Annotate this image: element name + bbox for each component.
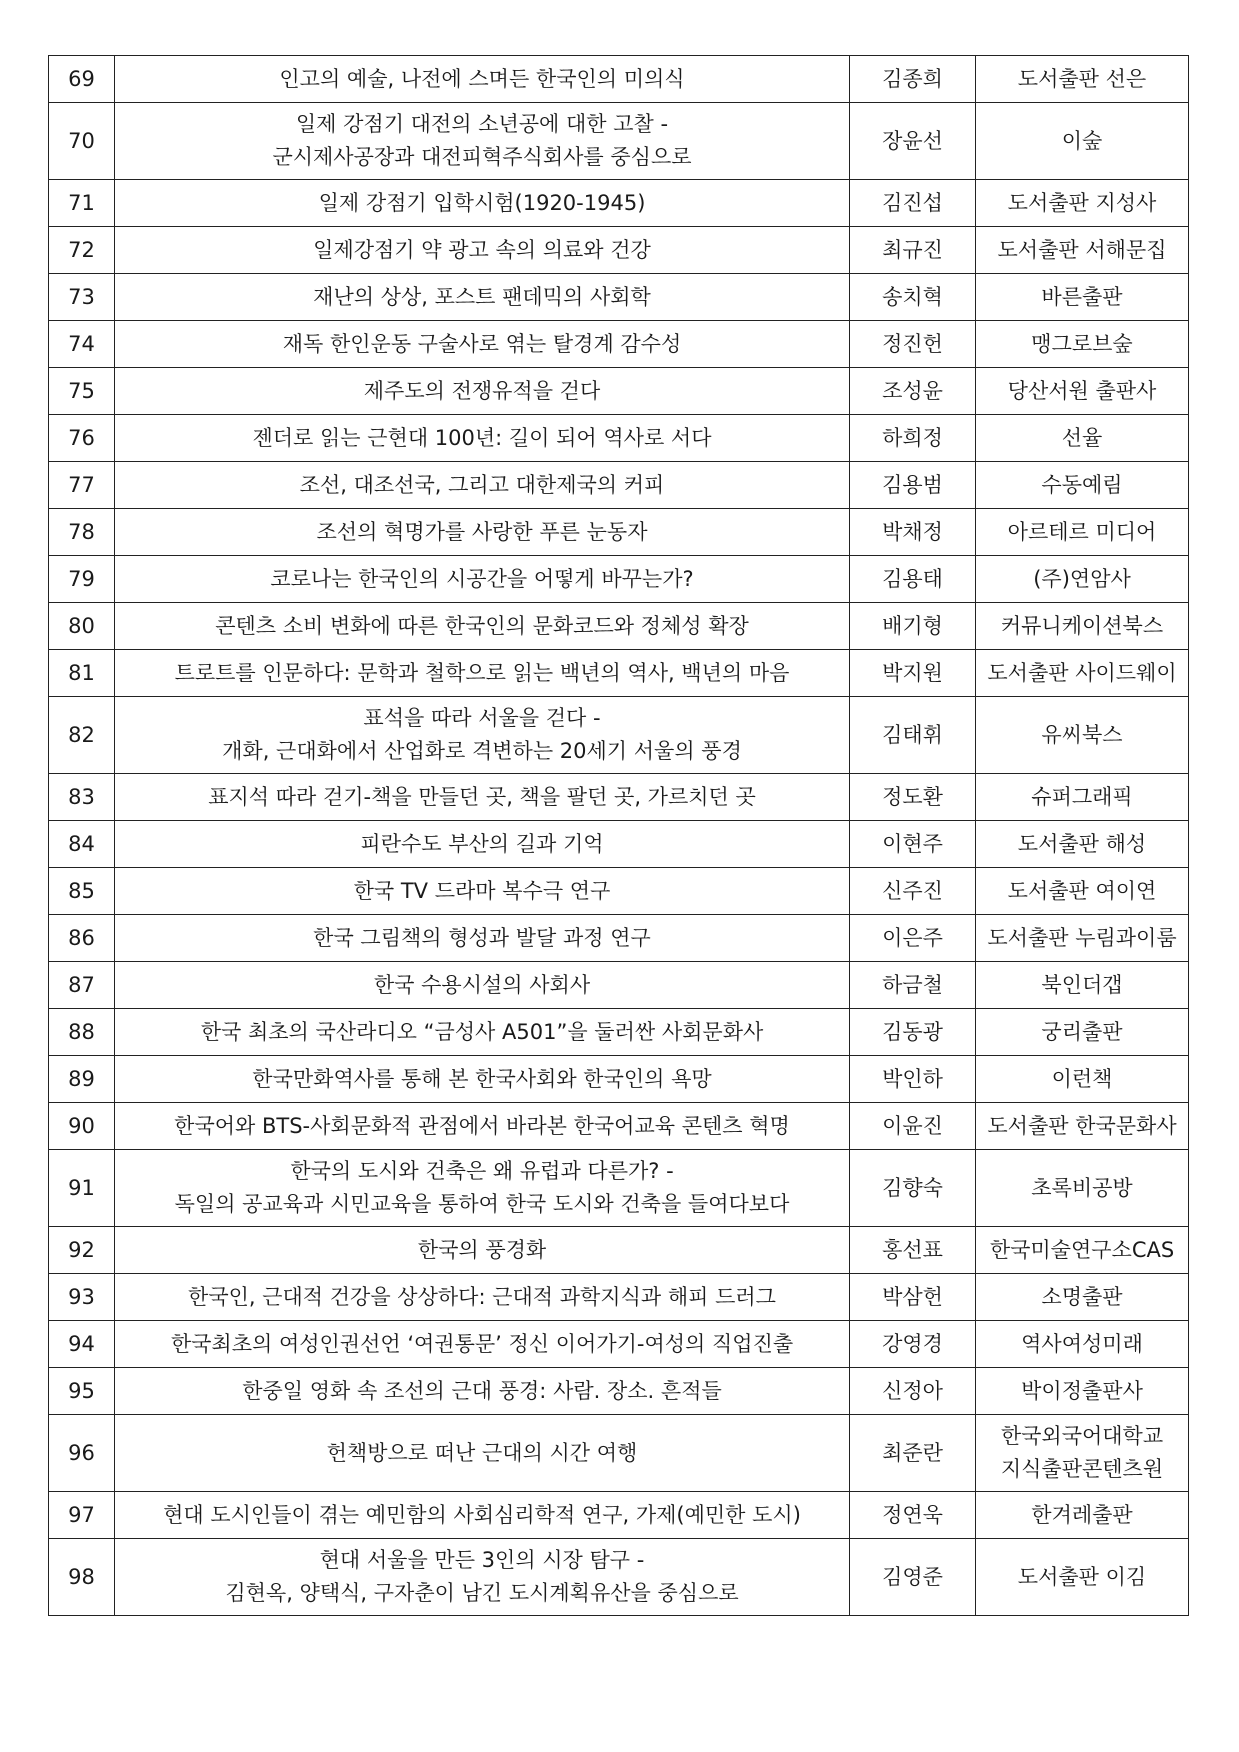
row-number: 91 <box>49 1150 115 1227</box>
book-title-line: 일제 강점기 입학시험(1920-1945) <box>318 190 646 215</box>
book-title-line: 표지석 따라 걷기-책을 만들던 곳, 책을 팔던 곳, 가르치던 곳 <box>208 784 756 809</box>
book-title-cell <box>115 821 850 868</box>
row-number: 78 <box>49 509 115 556</box>
book-title-line: 한국 그림책의 형성과 발달 과정 연구 <box>313 925 651 950</box>
table-row <box>49 774 1189 821</box>
publisher-line: 지식출판콘텐츠원 <box>1000 1457 1164 1481</box>
author-cell: 정도환 <box>850 774 976 821</box>
row-number: 81 <box>49 650 115 697</box>
author-cell: 최준란 <box>850 1415 976 1492</box>
book-title-line: 개화, 근대화에서 산업화로 격변하는 20세기 서울의 풍경 <box>222 739 742 763</box>
row-number: 85 <box>49 868 115 915</box>
publisher-cell <box>976 1274 1189 1321</box>
row-number: 74 <box>49 321 115 368</box>
author-cell: 정진헌 <box>850 321 976 368</box>
publisher-line: 수동예림 <box>1041 472 1123 497</box>
book-title-cell <box>115 915 850 962</box>
book-title-line: 독일의 공교육과 시민교육을 통하여 한국 도시와 건축을 들여다보다 <box>174 1192 790 1216</box>
table-row <box>49 1056 1189 1103</box>
author-cell: 박지원 <box>850 650 976 697</box>
book-title-line: 피란수도 부산의 길과 기억 <box>360 831 604 856</box>
table-row <box>49 962 1189 1009</box>
author-cell: 강영경 <box>850 1321 976 1368</box>
row-number: 86 <box>49 915 115 962</box>
publisher-line: 한국외국어대학교 <box>1000 1424 1164 1448</box>
publisher-line: 유씨북스 <box>1041 722 1123 747</box>
publisher-cell <box>976 103 1189 180</box>
publisher-line: 궁리출판 <box>1041 1019 1123 1044</box>
table-row <box>49 1321 1189 1368</box>
book-title-cell <box>115 650 850 697</box>
publisher-line: 아르테르 미디어 <box>1007 519 1157 544</box>
publisher-cell <box>976 56 1189 103</box>
book-title-cell <box>115 1227 850 1274</box>
publisher-line: 도서출판 이김 <box>1017 1564 1147 1589</box>
row-number: 92 <box>49 1227 115 1274</box>
book-title-line: 군시제사공장과 대전피혁주식회사를 중심으로 <box>272 145 692 169</box>
book-title-line: 코로나는 한국인의 시공간을 어떻게 바꾸는가? <box>270 566 694 591</box>
publisher-cell <box>976 509 1189 556</box>
book-title-line: 한국의 풍경화 <box>417 1237 547 1262</box>
publisher-cell <box>976 368 1189 415</box>
publisher-line: 한국미술연구소CAS <box>989 1237 1175 1262</box>
publisher-cell <box>976 462 1189 509</box>
book-title-cell <box>115 1009 850 1056</box>
book-title-line: 한국 수용시설의 사회사 <box>373 972 591 997</box>
publisher-line: 역사여성미래 <box>1021 1331 1143 1356</box>
table-row <box>49 180 1189 227</box>
row-number: 79 <box>49 556 115 603</box>
row-number: 88 <box>49 1009 115 1056</box>
table-row <box>49 1227 1189 1274</box>
book-title-line: 조선, 대조선국, 그리고 대한제국의 커피 <box>299 472 665 497</box>
publisher-cell <box>976 1150 1189 1227</box>
book-title-line: 일제강점기 약 광고 속의 의료와 건강 <box>313 237 651 262</box>
row-number: 72 <box>49 227 115 274</box>
author-cell: 배기형 <box>850 603 976 650</box>
table-row <box>49 1368 1189 1415</box>
row-number: 73 <box>49 274 115 321</box>
row-number: 89 <box>49 1056 115 1103</box>
publisher-cell <box>976 650 1189 697</box>
book-title-cell <box>115 227 850 274</box>
author-cell: 최규진 <box>850 227 976 274</box>
publisher-cell <box>976 415 1189 462</box>
publisher-line: 커뮤니케이션북스 <box>1000 613 1164 638</box>
book-title-line: 김현옥, 양택식, 구자춘이 남긴 도시계획유산을 중심으로 <box>225 1581 739 1605</box>
author-cell: 김향숙 <box>850 1150 976 1227</box>
publisher-line: 도서출판 해성 <box>1017 831 1147 856</box>
book-title-cell <box>115 556 850 603</box>
author-cell: 김진섭 <box>850 180 976 227</box>
book-title-cell <box>115 774 850 821</box>
author-cell: 이현주 <box>850 821 976 868</box>
publisher-cell <box>976 1492 1189 1539</box>
row-number: 96 <box>49 1415 115 1492</box>
book-title-cell <box>115 462 850 509</box>
publisher-line: 북인더갭 <box>1041 972 1123 997</box>
book-title-cell <box>115 1150 850 1227</box>
row-number: 97 <box>49 1492 115 1539</box>
row-number: 87 <box>49 962 115 1009</box>
author-cell: 정연욱 <box>850 1492 976 1539</box>
publisher-cell <box>976 180 1189 227</box>
book-title-line: 한국최초의 여성인권선언 ‘여권통문’ 정신 이어가기-여성의 직업진출 <box>170 1331 794 1356</box>
book-title-cell <box>115 1368 850 1415</box>
table-row <box>49 509 1189 556</box>
publisher-line: 도서출판 여이연 <box>1007 878 1157 903</box>
book-title-line: 헌책방으로 떠난 근대의 시간 여행 <box>326 1440 638 1465</box>
publisher-line: 초록비공방 <box>1031 1175 1133 1200</box>
book-list-table <box>48 55 1189 1616</box>
table-row <box>49 274 1189 321</box>
publisher-line: 이숲 <box>1061 128 1103 153</box>
row-number: 94 <box>49 1321 115 1368</box>
author-cell: 김동광 <box>850 1009 976 1056</box>
table-row <box>49 1492 1189 1539</box>
table-row <box>49 415 1189 462</box>
publisher-line: 슈퍼그래픽 <box>1031 784 1133 809</box>
table-row <box>49 603 1189 650</box>
publisher-line: 도서출판 한국문화사 <box>987 1113 1177 1138</box>
publisher-cell <box>976 321 1189 368</box>
author-cell: 김용태 <box>850 556 976 603</box>
book-title-cell <box>115 1539 850 1616</box>
publisher-cell <box>976 1321 1189 1368</box>
author-cell: 김용범 <box>850 462 976 509</box>
author-cell: 하희정 <box>850 415 976 462</box>
table-row <box>49 56 1189 103</box>
publisher-line: 박이정출판사 <box>1021 1378 1143 1403</box>
book-title-cell <box>115 509 850 556</box>
publisher-line: 이런책 <box>1051 1066 1113 1091</box>
publisher-cell <box>976 1368 1189 1415</box>
table-row <box>49 915 1189 962</box>
author-cell: 송치혁 <box>850 274 976 321</box>
table-row <box>49 1415 1189 1492</box>
author-cell: 김태휘 <box>850 697 976 774</box>
publisher-cell <box>976 603 1189 650</box>
publisher-cell <box>976 227 1189 274</box>
author-cell: 신주진 <box>850 868 976 915</box>
publisher-line: 바른출판 <box>1041 284 1123 309</box>
publisher-line: 선율 <box>1061 425 1103 450</box>
table-row <box>49 103 1189 180</box>
book-title-line: 한중일 영화 속 조선의 근대 풍경: 사람. 장소. 흔적들 <box>242 1378 722 1403</box>
table-row <box>49 368 1189 415</box>
author-cell: 이윤진 <box>850 1103 976 1150</box>
publisher-cell <box>976 556 1189 603</box>
row-number: 83 <box>49 774 115 821</box>
author-cell: 박채정 <box>850 509 976 556</box>
publisher-cell <box>976 868 1189 915</box>
book-title-line: 한국 TV 드라마 복수극 연구 <box>353 878 611 903</box>
book-title-cell <box>115 274 850 321</box>
publisher-line: 한겨레출판 <box>1031 1502 1133 1527</box>
book-title-cell <box>115 180 850 227</box>
book-title-cell <box>115 103 850 180</box>
book-title-line: 트로트를 인문하다: 문학과 철학으로 읽는 백년의 역사, 백년의 마음 <box>174 660 790 685</box>
table-row <box>49 1103 1189 1150</box>
book-title-line: 재독 한인운동 구술사로 엮는 탈경계 감수성 <box>282 331 682 356</box>
publisher-line: 도서출판 사이드웨이 <box>987 660 1177 685</box>
publisher-cell <box>976 1415 1189 1492</box>
book-title-cell <box>115 368 850 415</box>
book-title-line: 재난의 상상, 포스트 팬데믹의 사회학 <box>313 284 651 309</box>
publisher-line: 도서출판 지성사 <box>1007 190 1157 215</box>
row-number: 95 <box>49 1368 115 1415</box>
author-cell: 신정아 <box>850 1368 976 1415</box>
author-cell: 박인하 <box>850 1056 976 1103</box>
publisher-cell <box>976 962 1189 1009</box>
book-title-line: 현대 도시인들이 겪는 예민함의 사회심리학적 연구, 가제(예민한 도시) <box>163 1502 801 1527</box>
publisher-cell <box>976 915 1189 962</box>
book-title-cell <box>115 415 850 462</box>
book-title-cell <box>115 56 850 103</box>
book-title-line: 한국 최초의 국산라디오 “금성사 A501”을 둘러싼 사회문화사 <box>200 1019 764 1044</box>
publisher-cell <box>976 274 1189 321</box>
book-title-line: 현대 서울을 만든 3인의 시장 탐구 - <box>319 1548 645 1572</box>
author-cell: 김영준 <box>850 1539 976 1616</box>
row-number: 80 <box>49 603 115 650</box>
row-number: 75 <box>49 368 115 415</box>
table-row <box>49 1539 1189 1616</box>
publisher-line: 맹그로브숲 <box>1031 331 1133 356</box>
row-number: 93 <box>49 1274 115 1321</box>
publisher-cell <box>976 1056 1189 1103</box>
publisher-line: 도서출판 누림과이룸 <box>987 925 1177 950</box>
publisher-line: 도서출판 서해문집 <box>997 237 1167 262</box>
book-title-line: 표석을 따라 서울을 걷다 - <box>363 706 601 730</box>
row-number: 69 <box>49 56 115 103</box>
table-row <box>49 227 1189 274</box>
book-title-line: 한국의 도시와 건축은 왜 유럽과 다른가? - <box>290 1159 674 1183</box>
row-number: 77 <box>49 462 115 509</box>
book-title-line: 인고의 예술, 나전에 스며든 한국인의 미의식 <box>279 66 685 91</box>
book-title-cell <box>115 603 850 650</box>
publisher-line: 당산서원 출판사 <box>1007 378 1157 403</box>
row-number: 98 <box>49 1539 115 1616</box>
publisher-cell <box>976 1227 1189 1274</box>
book-title-cell <box>115 697 850 774</box>
book-title-line: 한국만화역사를 통해 본 한국사회와 한국인의 욕망 <box>252 1066 712 1091</box>
book-list-body <box>49 56 1189 1616</box>
book-title-cell <box>115 1103 850 1150</box>
publisher-cell <box>976 821 1189 868</box>
row-number: 90 <box>49 1103 115 1150</box>
publisher-cell <box>976 1009 1189 1056</box>
table-row <box>49 868 1189 915</box>
row-number: 71 <box>49 180 115 227</box>
book-title-cell <box>115 1321 850 1368</box>
author-cell: 장윤선 <box>850 103 976 180</box>
author-cell: 이은주 <box>850 915 976 962</box>
book-title-cell <box>115 1056 850 1103</box>
book-title-line: 조선의 혁명가를 사랑한 푸른 눈동자 <box>316 519 648 544</box>
book-title-line: 콘텐츠 소비 변화에 따른 한국인의 문화코드와 정체성 확장 <box>215 613 749 638</box>
book-title-cell <box>115 962 850 1009</box>
row-number: 70 <box>49 103 115 180</box>
author-cell: 홍선표 <box>850 1227 976 1274</box>
book-title-line: 젠더로 읽는 근현대 100년: 길이 되어 역사로 서다 <box>252 425 712 450</box>
book-title-line: 제주도의 전쟁유적을 걷다 <box>363 378 601 403</box>
publisher-cell <box>976 1103 1189 1150</box>
table-row <box>49 1274 1189 1321</box>
table-row <box>49 650 1189 697</box>
row-number: 76 <box>49 415 115 462</box>
table-row <box>49 821 1189 868</box>
book-title-line: 일제 강점기 대전의 소년공에 대한 고찰 - <box>295 112 669 136</box>
row-number: 84 <box>49 821 115 868</box>
publisher-cell <box>976 697 1189 774</box>
author-cell: 김종희 <box>850 56 976 103</box>
book-title-line: 한국어와 BTS-사회문화적 관점에서 바라본 한국어교육 콘텐츠 혁명 <box>174 1113 790 1138</box>
author-cell: 조성윤 <box>850 368 976 415</box>
book-title-cell <box>115 321 850 368</box>
publisher-line: (주)연암사 <box>1033 566 1131 591</box>
table-row <box>49 1150 1189 1227</box>
table-row <box>49 556 1189 603</box>
publisher-line: 도서출판 선은 <box>1017 66 1147 91</box>
publisher-cell <box>976 1539 1189 1616</box>
table-row <box>49 697 1189 774</box>
row-number: 82 <box>49 697 115 774</box>
table-row <box>49 462 1189 509</box>
book-title-line: 한국인, 근대적 건강을 상상하다: 근대적 과학지식과 해피 드러그 <box>188 1284 776 1309</box>
table-row <box>49 1009 1189 1056</box>
author-cell: 박삼헌 <box>850 1274 976 1321</box>
book-title-cell <box>115 1415 850 1492</box>
publisher-cell <box>976 774 1189 821</box>
publisher-line: 소명출판 <box>1041 1284 1123 1309</box>
author-cell: 하금철 <box>850 962 976 1009</box>
table-row <box>49 321 1189 368</box>
book-title-cell <box>115 1492 850 1539</box>
book-title-cell <box>115 1274 850 1321</box>
book-title-cell <box>115 868 850 915</box>
